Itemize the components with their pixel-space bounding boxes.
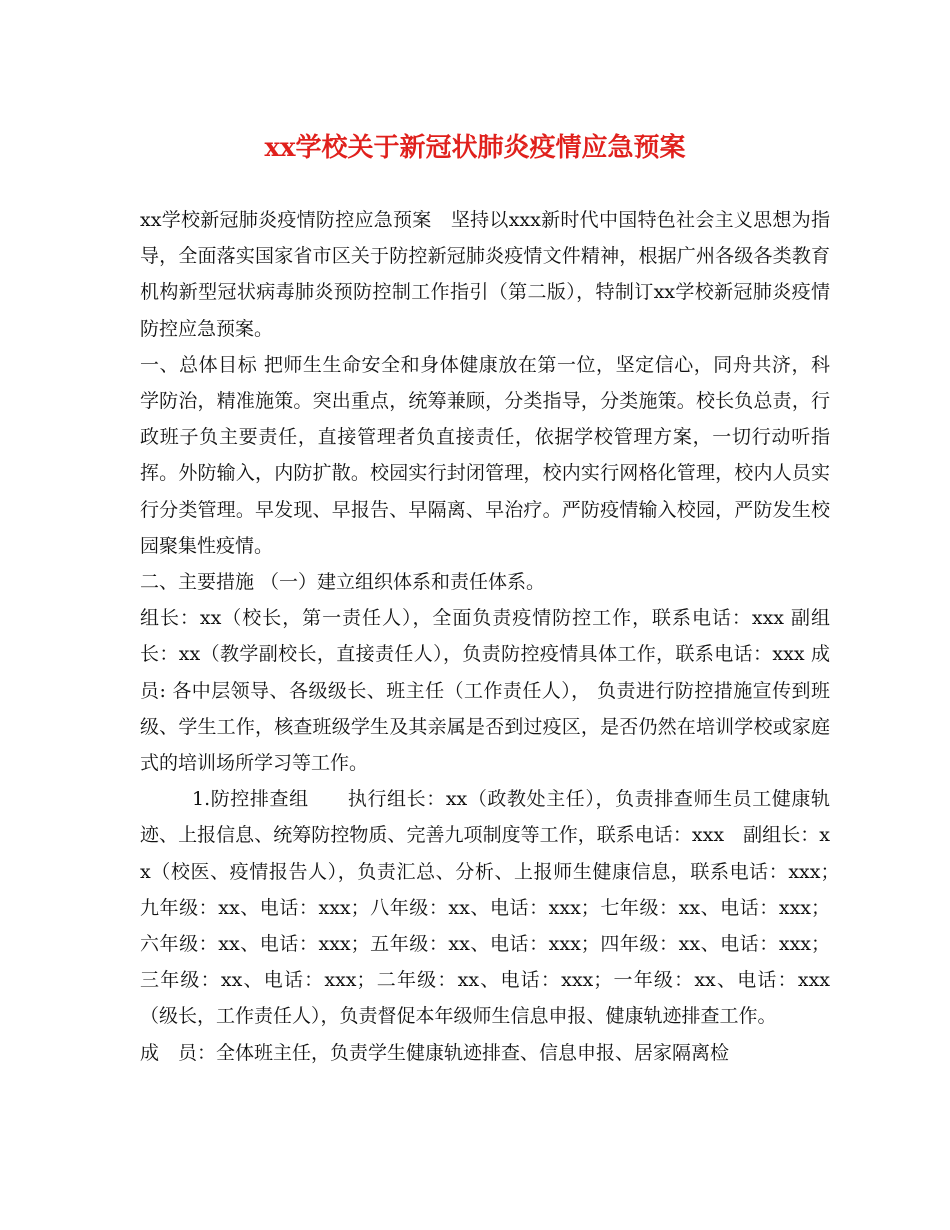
document-title: xx学校关于新冠状肺炎疫情应急预案: [264, 133, 686, 163]
paragraph-main-measures: 二、主要措施 （一）建立组织体系和责任体系。: [140, 571, 546, 594]
paragraph-members: 成 员：全体班主任，负责学生健康轨迹排查、信息申报、居家隔离检: [140, 1041, 730, 1064]
paragraph-screening-group: 1.防控排查组 执行组长：xx（政教处主任），负责排查师生员工健康轨迹、上报信息、统筹防控物质、完善九项制度等工作，联系电话：xxx 副组长：xx（校医、疫情报告人），负责汇总、分析、上报师生健康信息，联系电话：xxx； 九年级：xx、电话：xxx；八年级：xx、电话：xxx；七年级：xx、电话：xxx；六年级：xx、电话：xxx；五年级：xx、电话：xxx；四年级：xx、电话：xxx；三年级：xx、电话：xxx；二年级：xx、电话：xxx；一年级：xx、电话：xxx（级长，工作责任人），负责督促本年级师生信息申报、健康轨迹排查工作。: [140, 788, 850, 1028]
paragraph-intro: xx学校新冠肺炎疫情防控应急预案 坚持以xxx新时代中国特色社会主义思想为指导，全面落实国家省市区关于防控新冠肺炎疫情文件精神，根据广州各级各类教育机构新型冠状病毒肺炎预防控制工作指引（第二版），特制订xx学校新冠肺炎疫情防控应急预案。: [140, 209, 830, 340]
document-body: [140, 202, 850, 1071]
paragraph-general-goal: 一、总体目标 把师生生命安全和身体健康放在第一位，坚定信心，同舟共济，科学防治，精准施策。突出重点，统筹兼顾，分类指导，分类施策。校长负总责，行政班子负主要责任，直接管理者负直接责任，依据学校管理方案，一切行动听指挥。外防输入，内防扩散。校园实行封闭管理，校内实行网格化管理，校内人员实行分类管理。早发现、早报告、早隔离、早治疗。严防疫情输入校园，严防发生校园聚集性疫情。: [140, 353, 830, 557]
paragraph-leadership: 组长：xx（校长，第一责任人），全面负责疫情防控工作，联系电话：xxx 副组长：xx（教学副校长，直接责任人），负责防控疫情具体工作，联系电话：xxx 成员: 各中层领导、各级级长、班主任（工作责任人）， 负责进行防控措施宣传到班级、学生工作，核查班级学生及其亲属是否到过疫区，是否仍然在培训学校或家庭式的培训场所学习等工作。: [140, 607, 830, 775]
